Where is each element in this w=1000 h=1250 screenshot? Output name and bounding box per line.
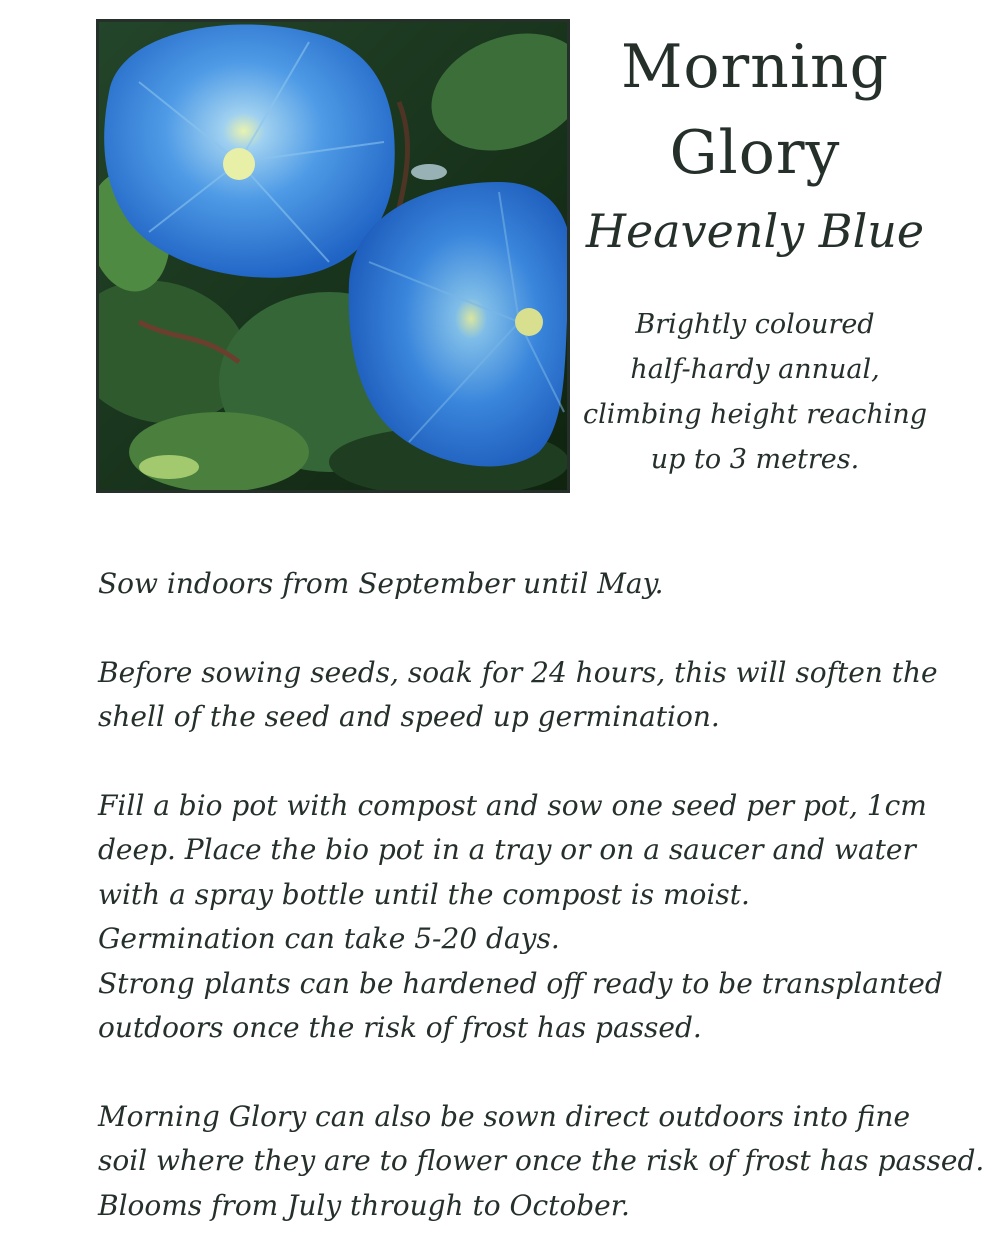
instruction-line: deep. Place the bio pot in a tray or on a saucer and water [98,833,916,867]
instruction-line: with a spray bottle until the compost is moist. [98,877,750,911]
description-line: climbing height reaching [582,399,928,430]
instruction-line: Blooms from July through to October. [98,1188,630,1222]
sowing-instructions [98,562,985,1228]
instruction-line: soil where they are to flower once the risk of frost has passed. [98,1144,985,1178]
instruction-line: Fill a bio pot with compost and sow one seed per pot, 1cm [98,789,927,822]
instruction-paragraph-pot [98,784,958,1050]
description-line: half-hardy annual, [630,354,880,385]
instruction-line: Before sowing seeds, soak for 24 hours, this will soften the [98,655,938,689]
instruction-line: shell of the seed and speed up germination. [98,700,720,734]
instruction-paragraph-outdoors [98,1095,985,1228]
plant-description [575,302,935,482]
title-morning: Morning [620,32,890,102]
title-glory: Glory [669,118,841,188]
instruction-line: Strong plants can be hardened off ready to be transplanted [98,966,943,1000]
instruction-line: Sow indoors from September until May. [98,567,664,600]
instruction-line: Germination can take 5-20 days. [98,922,560,956]
description-line: up to 3 metres. [650,444,860,475]
title-block [580,24,930,266]
variety-subtitle: Heavenly Blue [585,204,925,258]
instruction-paragraph-sow-indoors [98,562,958,606]
morning-glory-illustration [99,22,567,490]
instruction-line: outdoors once the risk of frost has passed. [98,1011,702,1045]
flower-photo [96,19,570,493]
description-line: Brightly coloured [635,309,875,340]
instruction-paragraph-soak [98,651,958,740]
instruction-line: Morning Glory can also be sown direct outdoors into fine [98,1099,911,1133]
